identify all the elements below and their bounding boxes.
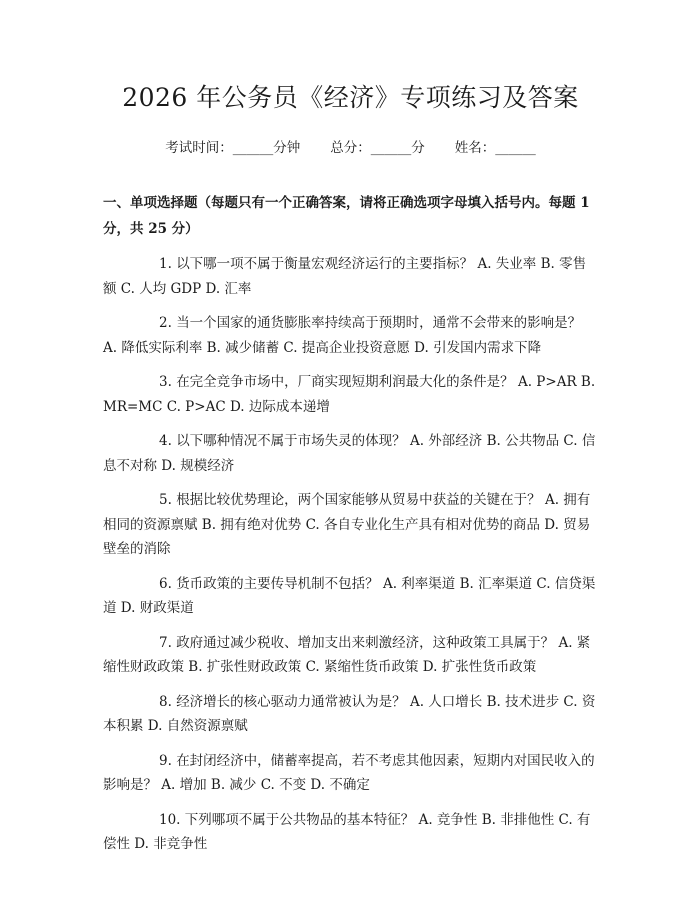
question-text: 当一个国家的通货膨胀率持续高于预期时，通常不会带来的影响是？ A. 降低实际利率 B. 减少储蓄 C. 提高企业投资意愿 D. 引发国内需求下降 bbox=[103, 315, 582, 356]
section-heading: 一、单项选择题（每题只有一个正确答案，请将正确选项字母填入括号内。每题 1 分，共 25 分） bbox=[103, 195, 590, 237]
question-text: 在封闭经济中，储蓄率提高，若不考虑其他因素，短期内对国民收入的影响是？ A. 增加 B. 减少 C. 不变 D. 不确定 bbox=[103, 752, 595, 793]
question-text: 经济增长的核心驱动力通常被认为是？ A. 人口增长 B. 技术进步 C. 资本积累 D. 自然资源禀赋 bbox=[103, 693, 596, 734]
question-item bbox=[103, 749, 598, 798]
question-text: 以下哪一项不属于衡量宏观经济运行的主要指标？ A. 失业率 B. 零售额 C. 人均 GDP D. 汇率 bbox=[103, 256, 587, 297]
question-number: 9. bbox=[159, 752, 172, 769]
question-text: 货币政策的主要传导机制不包括？ A. 利率渠道 B. 汇率渠道 C. 信贷渠道 D. 财政渠道 bbox=[103, 575, 596, 616]
exam-time: 考试时间：______分钟 bbox=[165, 140, 301, 156]
question-text: 在完全竞争市场中，厂商实现短期利润最大化的条件是？ A. P>AR B. MR=MC C. P>AC D. 边际成本递增 bbox=[103, 374, 596, 415]
question-number: 3. bbox=[159, 374, 172, 390]
question-text: 根据比较优势理论，两个国家能够从贸易中获益的关键在于？ A. 拥有相同的资源禀赋 B. 拥有绝对优势 C. 各自专业化生产具有相对优势的商品 D. 贸易壁垒的消除 bbox=[103, 492, 591, 557]
question-number: 6. bbox=[159, 575, 172, 592]
exam-name: 姓名：______ bbox=[454, 140, 536, 156]
question-number: 4. bbox=[159, 433, 172, 449]
question-item bbox=[103, 488, 598, 562]
question-item bbox=[103, 572, 598, 621]
exam-score: 总分：______分 bbox=[330, 140, 425, 156]
question-text: 下列哪项不属于公共物品的基本特征？ A. 竞争性 B. 非排他性 C. 有偿性 D. 非竞争性 bbox=[103, 811, 591, 852]
question-item bbox=[103, 252, 598, 301]
question-number: 5. bbox=[159, 492, 172, 508]
question-number: 7. bbox=[159, 634, 172, 651]
question-text: 以下哪种情况不属于市场失灵的体现？ A. 外部经济 B. 公共物品 C. 信息不对称 D. 规模经济 bbox=[103, 433, 596, 474]
question-item bbox=[103, 808, 598, 857]
exam-meta bbox=[103, 138, 598, 158]
question-text: 政府通过减少税收、增加支出来刺激经济，这种政策工具属于？ A. 紧缩性财政政策 B. 扩张性财政政策 C. 紧缩性货币政策 D. 扩张性货币政策 bbox=[103, 634, 591, 675]
question-item bbox=[103, 631, 598, 680]
question-number: 8. bbox=[159, 693, 172, 710]
question-item bbox=[103, 429, 598, 478]
question-number: 10. bbox=[159, 811, 181, 828]
question-list bbox=[103, 252, 598, 857]
page-title: 2026 年公务员《经济》专项练习及答案 bbox=[122, 83, 579, 112]
question-number: 1. bbox=[159, 256, 172, 272]
question-item bbox=[103, 311, 598, 360]
question-number: 2. bbox=[159, 315, 172, 331]
question-item bbox=[103, 690, 598, 739]
question-item bbox=[103, 370, 598, 419]
